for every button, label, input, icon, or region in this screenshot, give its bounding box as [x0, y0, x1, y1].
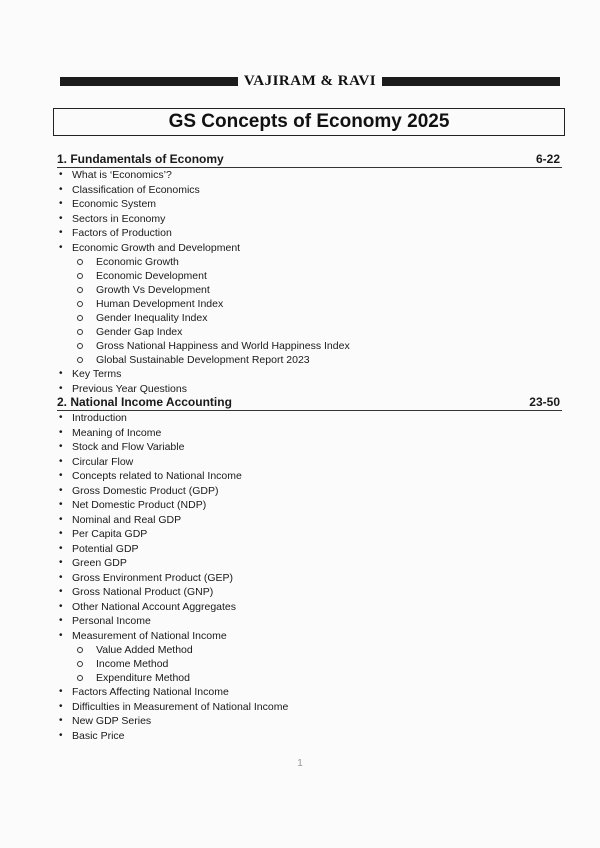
toc-item: • Circular Flow: [57, 455, 562, 470]
toc-item: • Per Capita GDP: [57, 527, 562, 542]
toc-item: • Gross Environment Product (GEP): [57, 571, 562, 586]
toc-item: • Classification of Economics: [57, 183, 562, 198]
toc-item: • Key Terms: [57, 367, 562, 382]
toc-subitem: Value Added Method: [57, 643, 562, 657]
toc-section-1: [57, 150, 562, 396]
toc-item: • Gross National Product (GNP): [57, 585, 562, 600]
brand-header: [60, 72, 560, 90]
toc-item: • Factors Affecting National Income: [57, 685, 562, 700]
toc-item: • Measurement of National Income: [57, 629, 562, 644]
toc-item: • Meaning of Income: [57, 426, 562, 441]
toc-item: • Stock and Flow Variable: [57, 440, 562, 455]
toc-item: • Economic Growth and Development: [57, 241, 562, 256]
section-items: [57, 411, 562, 743]
toc-item: • Introduction: [57, 411, 562, 426]
toc-subitem: Global Sustainable Development Report 2023: [57, 353, 562, 367]
section-title: 2. National Income Accounting: [57, 395, 232, 409]
document-title-box: [53, 108, 565, 136]
toc-item: • Factors of Production: [57, 226, 562, 241]
toc-subitem: Growth Vs Development: [57, 283, 562, 297]
toc-section-2: [57, 393, 562, 743]
toc-item: • Other National Account Aggregates: [57, 600, 562, 615]
toc-item: • What is ‘Economics’?: [57, 168, 562, 183]
section-page-range: 23-50: [529, 395, 560, 409]
toc-item: • Previous Year Questions: [57, 382, 562, 397]
section-title: 1. Fundamentals of Economy: [57, 152, 224, 166]
toc-item: • Net Domestic Product (NDP): [57, 498, 562, 513]
header-rule-left: [60, 77, 238, 86]
toc-item: • Gross Domestic Product (GDP): [57, 484, 562, 499]
toc-item: • Sectors in Economy: [57, 212, 562, 227]
toc-item: • New GDP Series: [57, 714, 562, 729]
toc-subitem: Human Development Index: [57, 297, 562, 311]
section-heading: [57, 150, 562, 168]
section-page-range: 6-22: [535, 152, 560, 166]
section-heading: [57, 393, 562, 411]
section-items: [57, 168, 562, 396]
toc-subitem: Economic Development: [57, 269, 562, 283]
toc-item: • Concepts related to National Income: [57, 469, 562, 484]
toc-item: • Potential GDP: [57, 542, 562, 557]
toc-subitem: Expenditure Method: [57, 671, 562, 685]
toc-item: • Green GDP: [57, 556, 562, 571]
brand-name: VAJIRAM & RAVI: [243, 72, 377, 89]
page-number: 1: [297, 758, 303, 769]
toc-item: • Difficulties in Measurement of National Income: [57, 700, 562, 715]
toc-item: • Economic System: [57, 197, 562, 212]
toc-subitem: Income Method: [57, 657, 562, 671]
toc-subitem: Economic Growth: [57, 255, 562, 269]
document-title: GS Concepts of Economy 2025: [168, 111, 450, 132]
toc-subitem: Gender Gap Index: [57, 325, 562, 339]
toc-subitem: Gender Inequality Index: [57, 311, 562, 325]
toc-subitem: Gross National Happiness and World Happiness Index: [57, 339, 562, 353]
toc-item: • Basic Price: [57, 729, 562, 744]
header-rule-right: [382, 77, 560, 86]
toc-item: • Personal Income: [57, 614, 562, 629]
toc-item: • Nominal and Real GDP: [57, 513, 562, 528]
